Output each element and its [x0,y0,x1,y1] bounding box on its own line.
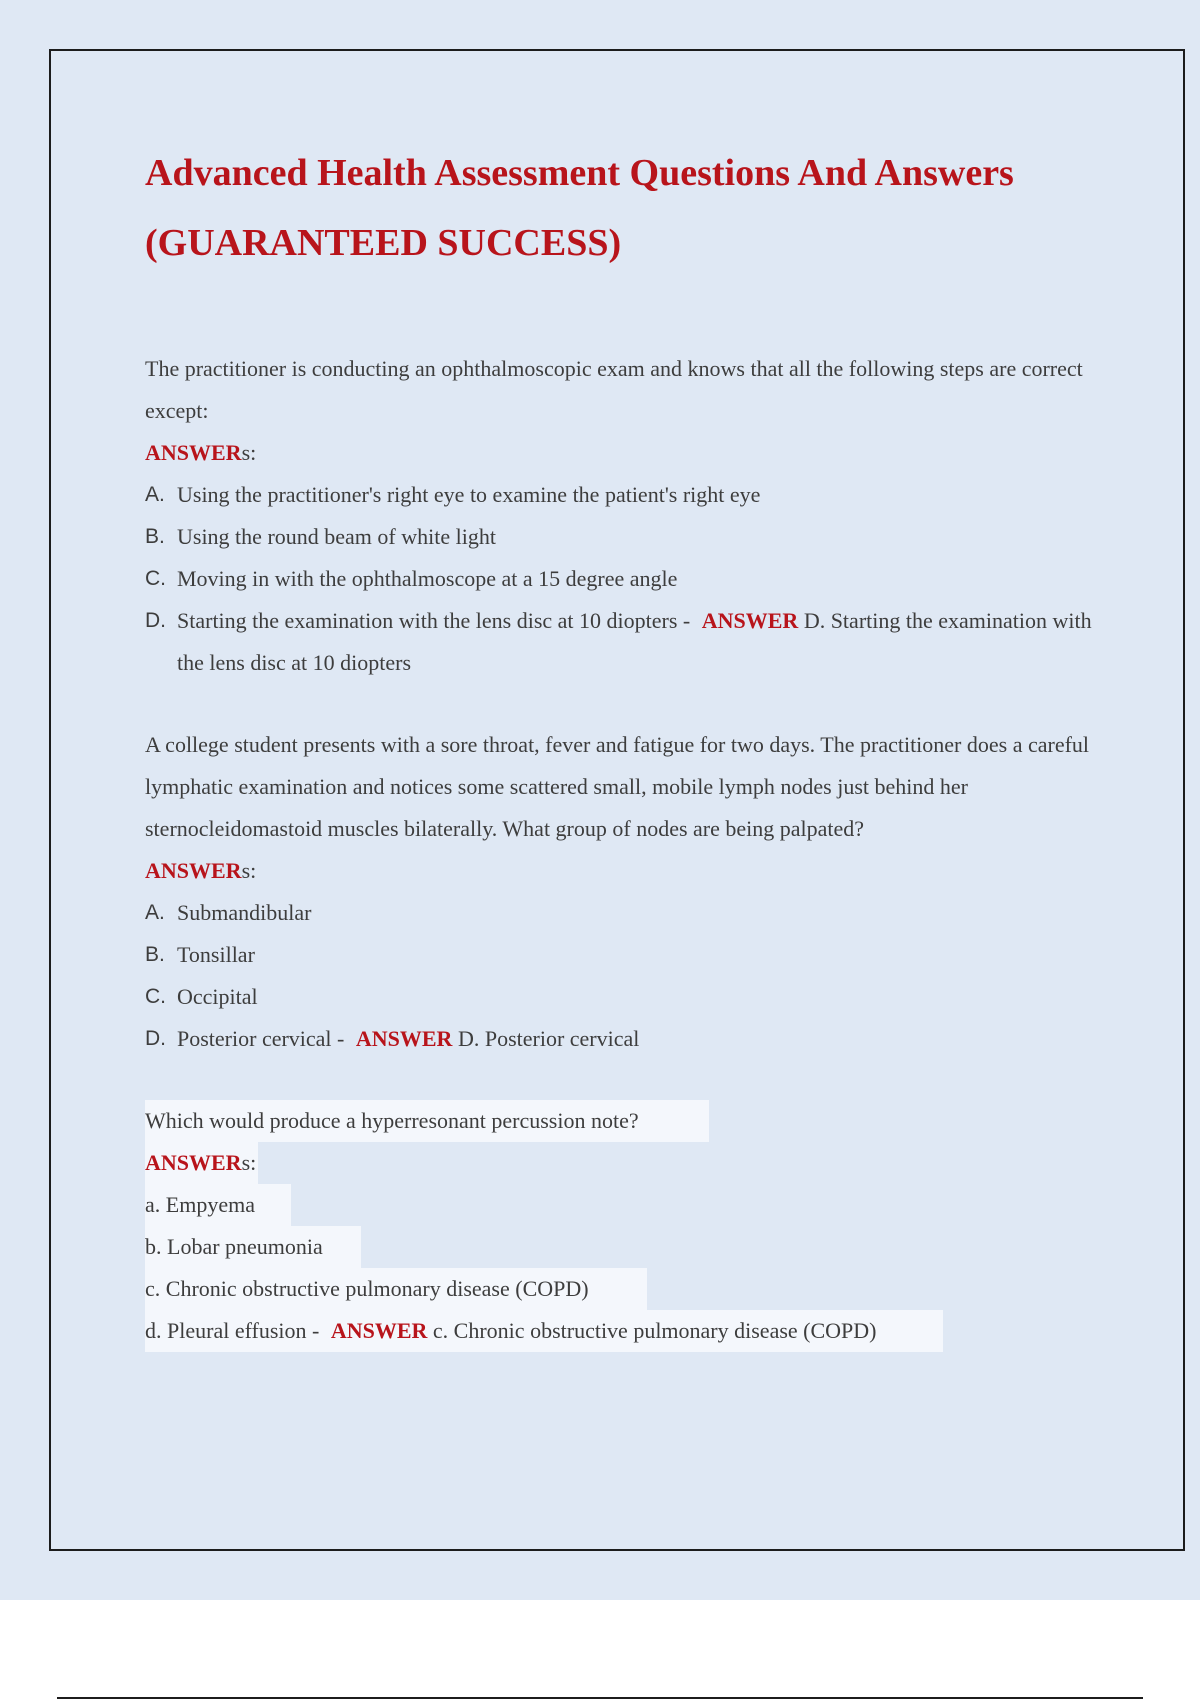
option-text: Tonsillar [177,942,255,967]
option-text: Using the practitioner's right eye to examine the patient's right eye [177,482,761,507]
answers-heading [145,1142,1105,1184]
option-item [145,934,1105,976]
document-title [145,138,1105,278]
option-text: Submandibular [177,900,312,925]
option-letter: A. [145,483,165,506]
option-text: Occipital [177,984,258,1009]
answers-heading-suffix: s: [241,858,257,883]
option-letter: C. [145,985,166,1008]
answer-text: D. Posterior cervical [457,1026,640,1051]
footer-rule [57,1697,1143,1699]
answer-text: D. Starting the examination with the lens disc at 10 diopters [177,608,1092,675]
answers-heading-label: ANSWER [145,858,242,883]
option-text: d. Pleural effusion - [145,1318,320,1343]
option-letter: D. [145,1027,166,1050]
answers-heading-label: ANSWER [145,1150,242,1175]
option-letter: B. [145,525,165,548]
question-text: The practitioner is conducting an ophthalmoscopic exam and knows that all the following steps are correct except: [145,356,1083,423]
question-row [145,1100,1105,1142]
option-item-with-answer [145,1018,1105,1060]
question-block-3 [145,1100,1105,1352]
option-item [145,1184,1105,1226]
option-text: Moving in with the ophthalmoscope at a 15 degree angle [177,566,678,591]
answers-heading [145,850,1105,892]
options-list [145,892,1105,1060]
option-text: Starting the examination with the lens disc at 10 diopters - [177,608,691,633]
answers-heading [145,432,1105,474]
answers-heading-suffix: s: [241,1150,257,1175]
option-text: Using the round beam of white light [177,524,496,549]
answer-label: ANSWER [701,608,799,633]
document-content [145,138,1105,1352]
answer-text: c. Chronic obstructive pulmonary disease (COPD) [432,1318,877,1343]
option-letter: C. [145,567,166,590]
question-text: Which would produce a hyperresonant percussion note? [145,1100,709,1142]
answer-label: ANSWER [330,1318,428,1343]
option-item [145,516,1105,558]
option-text: a. Empyema [145,1184,291,1226]
option-item-with-answer [145,600,1105,684]
document-title-line1: Advanced Health Assessment Questions And Answers [145,152,1014,194]
option-text: c. Chronic obstructive pulmonary disease (COPD) [145,1268,647,1310]
option-item [145,1268,1105,1310]
answers-heading-label: ANSWER [145,440,242,465]
option-item [145,474,1105,516]
options-list [145,474,1105,684]
option-text: b. Lobar pneumonia [145,1226,361,1268]
question-text: A college student presents with a sore throat, fever and fatigue for two days. The practitioner does a careful lymphatic examination and notices some scattered small, mobile lymph nodes just behind her sternocleidomastoid muscles bilaterally. What group of nodes are being palpated? [145,732,1090,841]
option-item-with-answer [145,1310,1105,1352]
option-letter: A. [145,901,165,924]
option-item [145,976,1105,1018]
question-block-1 [145,348,1105,684]
option-item [145,1226,1105,1268]
question-block-2 [145,724,1105,1060]
option-item [145,558,1105,600]
option-text: Posterior cervical - [177,1026,345,1051]
option-item [145,892,1105,934]
document-title-line2: (GUARANTEED SUCCESS) [145,222,622,264]
answers-heading-suffix: s: [241,440,257,465]
option-letter: B. [145,943,165,966]
answer-label: ANSWER [355,1026,453,1051]
option-letter: D. [145,609,166,632]
